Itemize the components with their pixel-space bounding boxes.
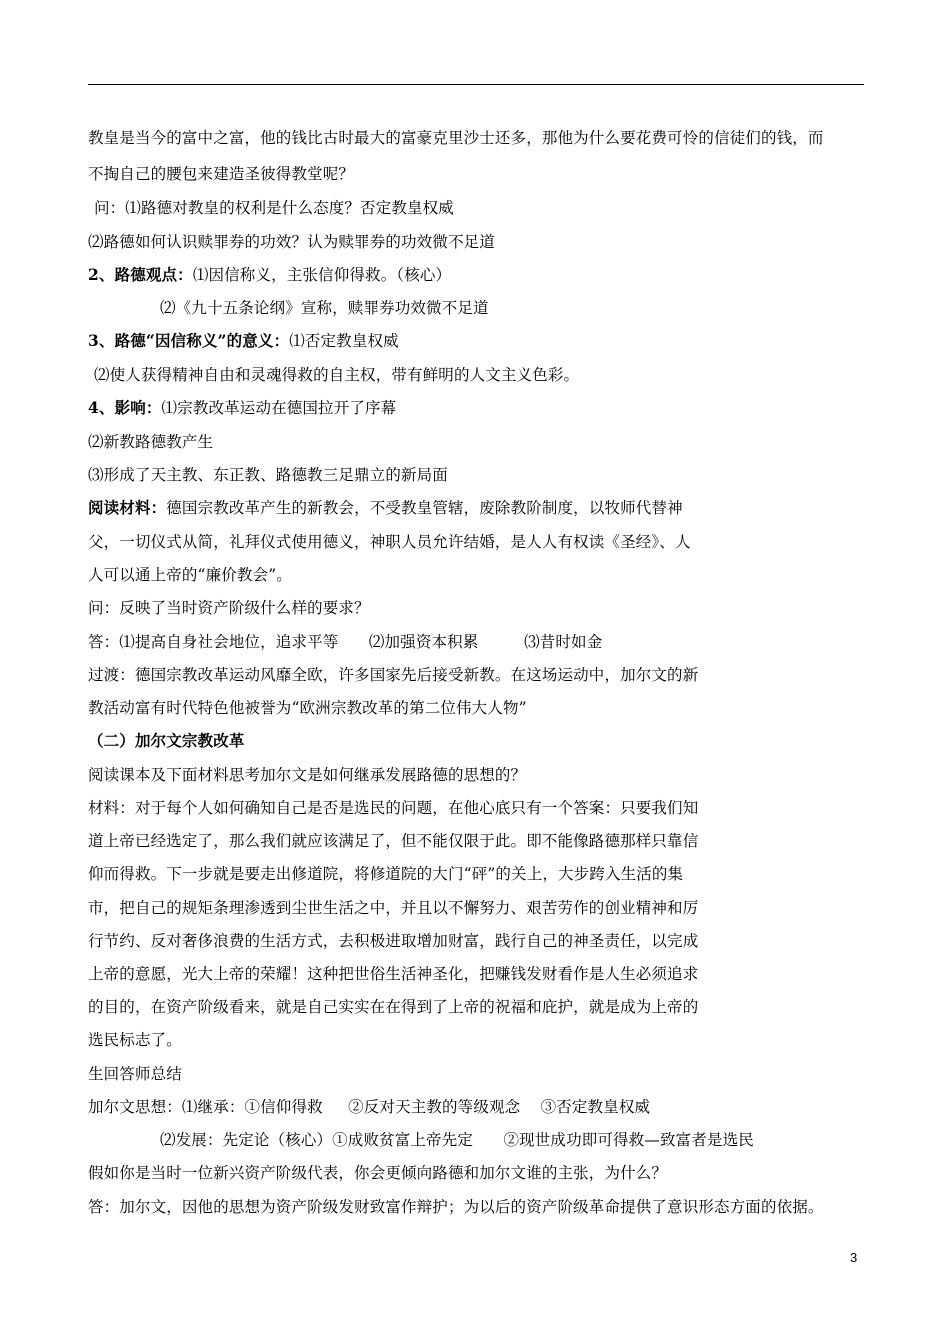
indented-line: ⑵《九十五条论纲》宣称，赎罪券功效微不足道	[160, 299, 489, 317]
section-heading: 2、路德观点：	[88, 265, 193, 284]
section-line	[88, 398, 396, 418]
paragraph-line: ⑵使人获得精神自由和灵魂得救的自主权，带有鲜明的人文主义色彩。	[94, 366, 580, 384]
paragraph-line: 道上帝已经选定了，那么我们就应该满足了，但不能仅限于此。即不能像路德那样只靠信	[88, 832, 699, 850]
page-number: 3	[850, 1250, 858, 1265]
paragraph-line: 选民标志了。	[88, 1031, 182, 1049]
subsection-heading: （二）加尔文宗教改革	[88, 731, 245, 750]
section-line	[88, 265, 451, 285]
paragraph-line: 父，一切仪式从简，礼拜仪式使用德义，神职人员允许结婚，是人人有权读《圣经》、人	[88, 533, 691, 551]
paragraph-line: 生回答师总结	[88, 1065, 182, 1083]
question-line: 问：反映了当时资产阶级什么样的要求？	[88, 599, 370, 617]
paragraph-line: 材料：对于每个人如何确知自己是否是选民的问题，在他心底只有一个答案：只要我们知	[88, 799, 699, 817]
reading-heading: 阅读材料：	[88, 498, 167, 517]
header-rule	[88, 84, 864, 85]
reading-material-line	[88, 498, 683, 518]
question-line: 问：⑴路德对教皇的权利是什么态度？否定教皇权威	[94, 199, 454, 217]
answer-line: 答：加尔文，因他的思想为资产阶级发财致富作辩护；为以后的资产阶级革命提供了意识形态方面的依据。	[88, 1198, 824, 1216]
section-line	[88, 331, 399, 351]
paragraph-line: 教皇是当今的富中之富，他的钱比古时最大的富豪克里沙士还多，那他为什么要花费可怜的信徒们的钱，而	[88, 129, 824, 147]
list-line: ⑶形成了天主教、东正教、路德教三足鼎立的新局面	[88, 466, 448, 484]
paragraph-line: 的目的，在资产阶级看来，就是自己实实在在得到了上帝的祝福和庇护，就是成为上帝的	[88, 998, 699, 1016]
reading-text: 德国宗教改革产生的新教会，不受教皇管辖，废除教阶制度，以牧师代替神	[166, 499, 683, 517]
paragraph-line: 不掏自己的腰包来建造圣彼得教堂呢？	[88, 165, 355, 183]
paragraph-line: 市，把自己的规矩条理渗透到尘世生活之中，并且以不懈努力、艰苦劳作的创业精神和厉	[88, 899, 699, 917]
section-heading: 3、路德“因信称义”的意义：	[88, 331, 290, 350]
question-line: ⑵路德如何认识赎罪券的功效？认为赎罪券的功效微不足道	[88, 233, 495, 251]
summary-line: ⑵发展：先定论（核心）①成败贫富上帝先定 ②现世成功即可得救—致富者是选民	[160, 1131, 754, 1149]
paragraph-line: 教活动富有时代特色他被誉为“欧洲宗教改革的第二位伟大人物”	[88, 699, 527, 717]
paragraph-line: 仰而得救。下一步就是要走出修道院，将修道院的大门“砰”的关上，大步跨入生活的集	[88, 865, 684, 883]
paragraph-line: 上帝的意愿，光大上帝的荣耀！这种把世俗生活神圣化，把赚钱发财看作是人生必须追求	[88, 965, 699, 983]
section-heading: 4、影响：	[88, 398, 162, 417]
paragraph-line: 过渡：德国宗教改革运动风靡全欧，许多国家先后接受新教。在这场运动中，加尔文的新	[88, 666, 699, 684]
section-text: ⑴宗教改革运动在德国拉开了序幕	[161, 399, 397, 417]
question-line: 假如你是当时一位新兴资产阶级代表，你会更倾向路德和加尔文谁的主张，为什么？	[88, 1164, 668, 1182]
summary-line: 加尔文思想：⑴继承：①信仰得救 ②反对天主教的等级观念 ③否定教皇权威	[88, 1098, 651, 1116]
paragraph-line: 人可以通上帝的“廉价教会”。	[88, 566, 292, 584]
answer-line: 答：⑴提高自身社会地位，追求平等 ⑵加强资本积累 ⑶昔时如金	[88, 633, 603, 651]
section-text: ⑴否定教皇权威	[289, 332, 399, 350]
section-text: ⑴因信称义，主张信仰得救。（核心）	[192, 266, 452, 284]
paragraph-line: 阅读课本及下面材料思考加尔文是如何继承发展路德的思想的？	[88, 766, 527, 784]
list-line: ⑵新教路德教产生	[88, 433, 214, 451]
paragraph-line: 行节约、反对奢侈浪费的生活方式，去积极进取增加财富，践行自己的神圣责任，以完成	[88, 932, 699, 950]
